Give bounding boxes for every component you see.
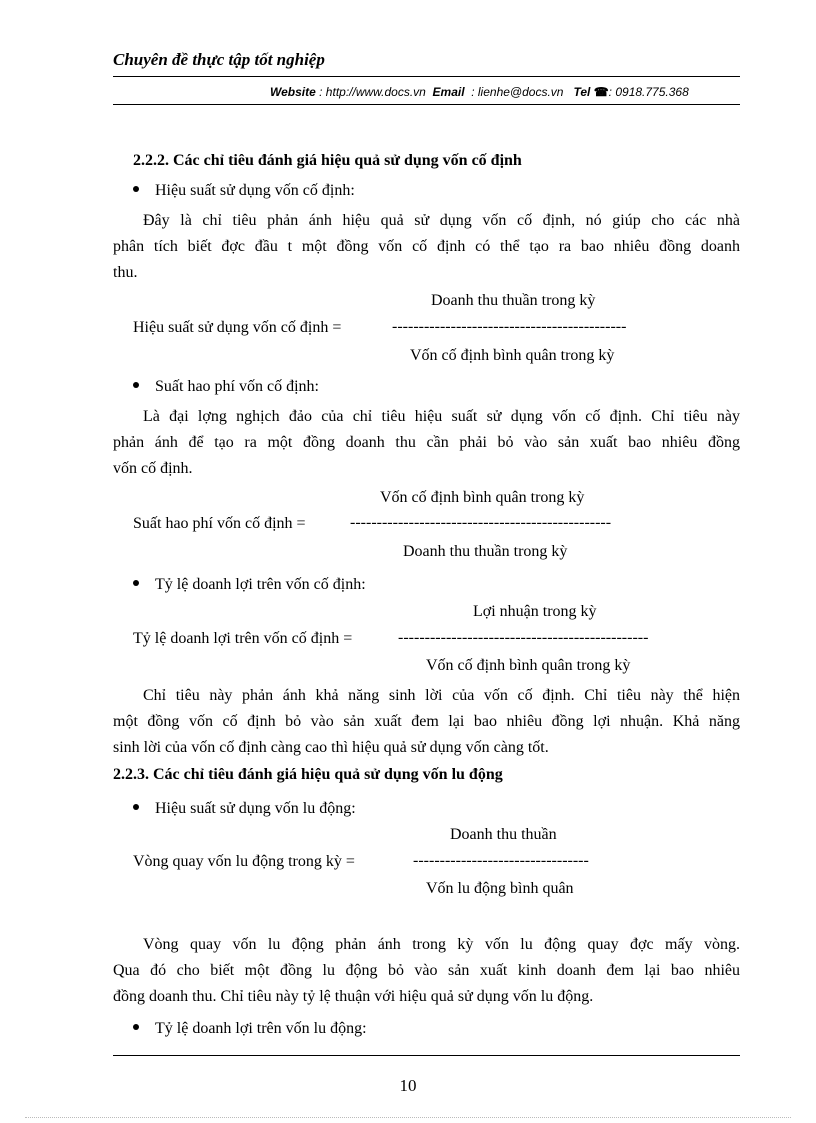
bullet-icon [133, 1024, 139, 1030]
formula1-numerator: Doanh thu thuần trong kỳ [431, 292, 596, 309]
page-number: 10 [399, 1076, 417, 1095]
formula4-denominator: Vốn lu động bình quân [426, 880, 574, 897]
formula2-denominator: Doanh thu thuần trong kỳ [403, 543, 568, 560]
formula2-lhs: Suất hao phí vốn cố định = [133, 515, 306, 532]
formula4-numerator: Doanh thu thuần [450, 826, 557, 843]
bullet-fixed-asset-cost-rate: Suất hao phí vốn cố định: [133, 378, 319, 396]
formula4-fraction-line: --------------------------------- [413, 852, 589, 869]
formula2-numerator: Vốn cố định bình quân trong kỳ [380, 489, 585, 506]
footer-rule [113, 1055, 740, 1056]
phone-icon: ☎ [593, 85, 609, 99]
bullet-fixed-asset-efficiency: Hiệu suất sử dụng vốn cố định: [133, 182, 355, 200]
formula1-fraction-line: -------------------------------------------- [392, 318, 627, 335]
bullet-icon [133, 580, 139, 586]
formula3-fraction-line: ----------------------------------------------- [398, 629, 649, 646]
bullet-icon [133, 382, 139, 388]
formula3-lhs: Tỷ lệ doanh lợi trên vốn cố định = [133, 630, 353, 647]
formula3-numerator: Lợi nhuận trong kỳ [473, 603, 597, 620]
bullet-icon [133, 804, 139, 810]
header-contact [270, 85, 689, 99]
paragraph-fixed-asset-efficiency: Đây là chỉ tiêu phản ánh hiệu quả sử dụng vốn cố định, nó giúp cho các nhà phân tích biết đợc đầu t một đồng vốn cố định có thể tạo ra bao nhiêu đồng doanh thu. [113, 212, 740, 281]
formula2-fraction-line: ------------------------------------------------- [350, 514, 612, 531]
paragraph-fixed-asset-profit-rate: Chỉ tiêu này phản ánh khả năng sinh lời của vốn cố định. Chỉ tiêu này thể hiện một đồng vốn cố định bỏ vào sản xuất đem lại bao nhiêu đồng lợi nhuận. Khả năng sinh lời của vốn cố định càng cao thì hiệu quả sử dụng vốn càng tốt. [113, 687, 740, 756]
formula3-denominator: Vốn cố định bình quân trong kỳ [426, 657, 631, 674]
email-label: Email [432, 85, 465, 99]
bullet-fixed-asset-profit-rate: Tỷ lệ doanh lợi trên vốn cố định: [133, 576, 366, 594]
section-heading-2-2-2: 2.2.2. Các chỉ tiêu đánh giá hiệu quả sử dụng vốn cố định [133, 152, 522, 169]
website-value: : http://www.docs.vn [319, 85, 426, 99]
tel-value: : 0918.775.368 [608, 85, 689, 99]
page-edge-dotted-line [25, 1117, 791, 1118]
tel-label: Tel [573, 85, 591, 99]
email-value: : lienhe@docs.vn [471, 85, 564, 99]
section-heading-2-2-3: 2.2.3. Các chỉ tiêu đánh giá hiệu quả sử dụng vốn lu động [113, 766, 503, 783]
bullet-icon [133, 186, 139, 192]
website-label: Website [270, 85, 316, 99]
header-rule-bottom [113, 104, 740, 105]
paragraph-working-capital-turnover: Vòng quay vốn lu động phản ánh trong kỳ vốn lu động quay đợc mấy vòng. Qua đó cho biết một đồng lu động bỏ vào sản xuất kinh doanh đem lại bao nhiêu đồng doanh thu. Chỉ tiêu này tỷ lệ thuận với hiệu quả sử dụng vốn lu động. [113, 936, 740, 1005]
bullet-working-capital-profit-rate: Tỷ lệ doanh lợi trên vốn lu động: [133, 1020, 367, 1038]
header-title: Chuyên đề thực tập tốt nghiệp [113, 50, 325, 69]
paragraph-fixed-asset-cost-rate: Là đại lợng nghịch đảo của chỉ tiêu hiệu suất sử dụng vốn cố định. Chỉ tiêu này phản ánh để tạo ra một đồng doanh thu cần phải bỏ vào sản xuất bao nhiêu đồng vốn cố định. [113, 408, 740, 477]
formula4-lhs: Vòng quay vốn lu động trong kỳ = [133, 853, 355, 870]
bullet-working-capital-efficiency: Hiệu suất sử dụng vốn lu động: [133, 800, 356, 818]
header-rule-top [113, 76, 740, 77]
formula1-denominator: Vốn cố định bình quân trong kỳ [410, 347, 615, 364]
formula1-lhs: Hiệu suất sử dụng vốn cố định = [133, 319, 342, 336]
